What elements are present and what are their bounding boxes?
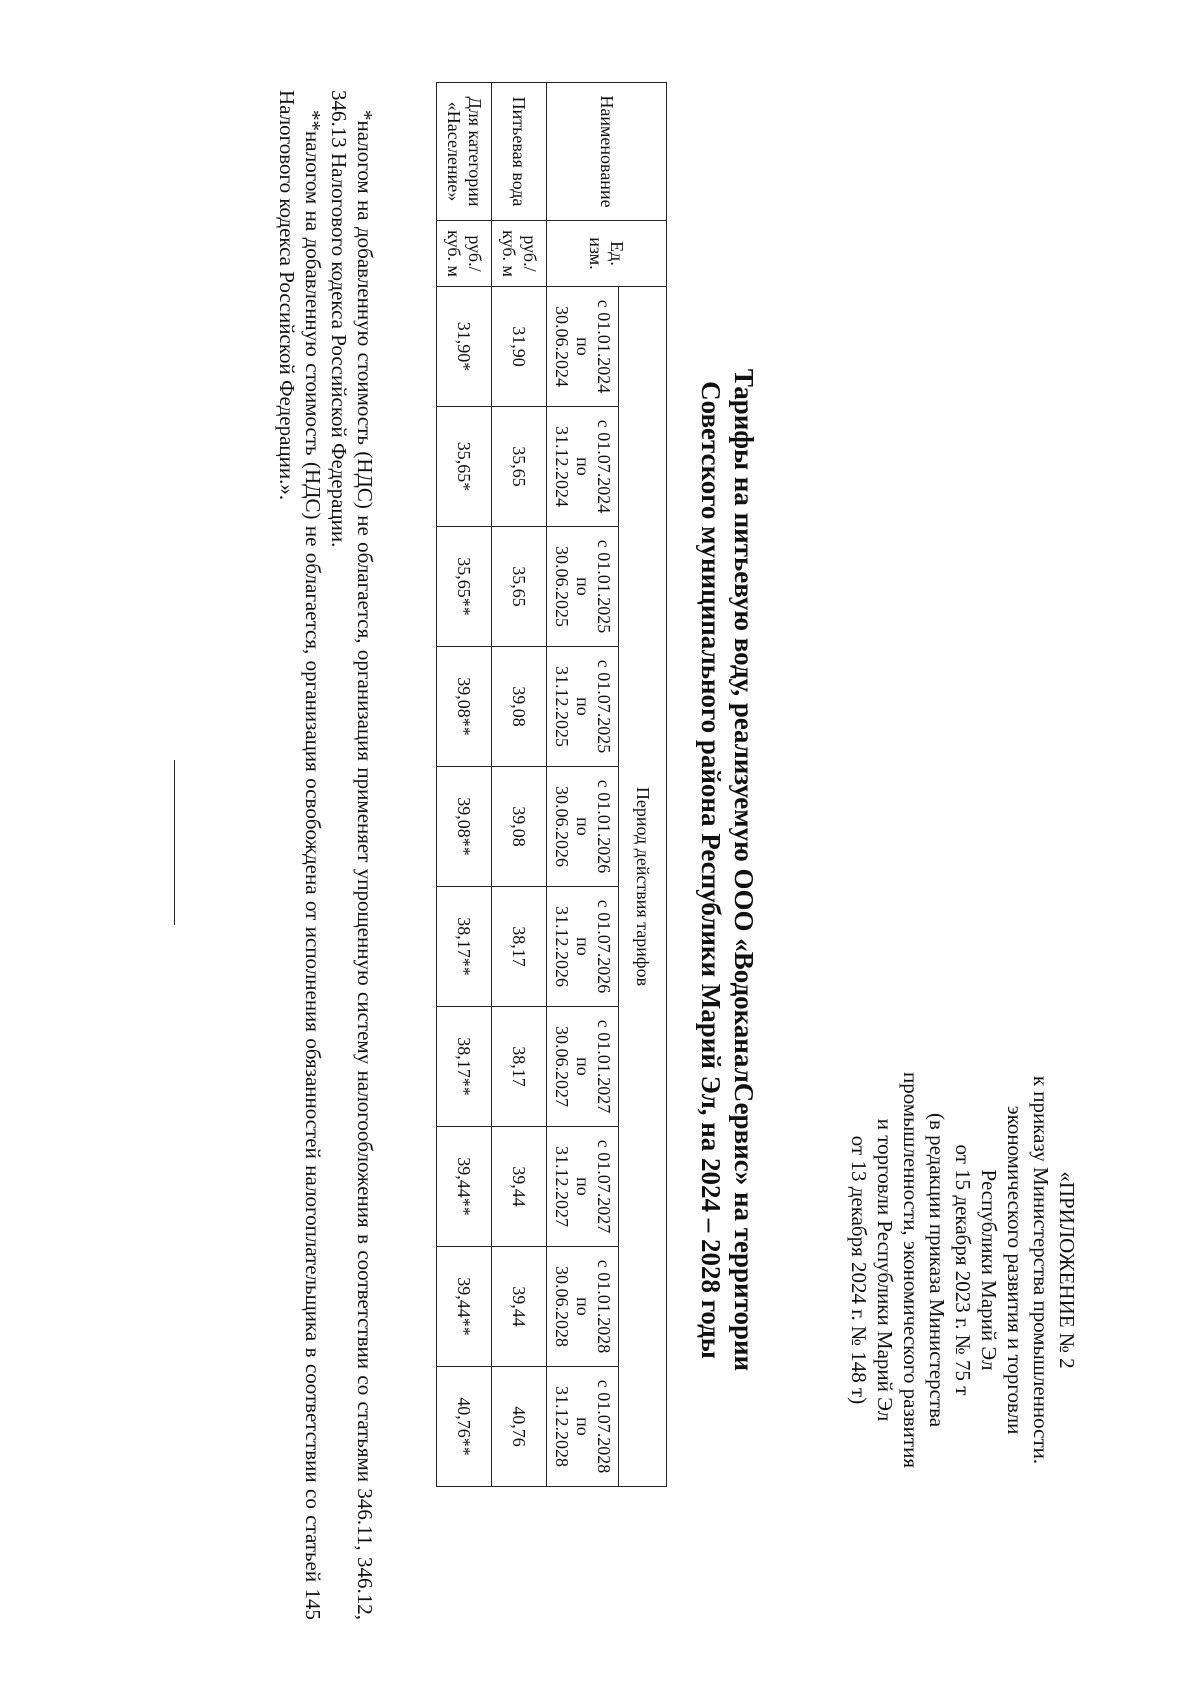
period-from: с 01.01.2026: [594, 779, 614, 874]
period-from: с 01.01.2024: [594, 299, 614, 394]
period-mid: по: [573, 1417, 593, 1436]
row-unit: [437, 221, 492, 287]
header-period: [547, 1367, 619, 1487]
tariffs-table: [436, 82, 667, 1487]
appendix-line: «ПРИЛОЖЕНИЕ № 2: [1055, 1171, 1079, 1369]
title-line-2: Советского муниципального района Республики Марий Эл, на 2024 – 2028 годы: [696, 381, 726, 1359]
appendix-line: к приказу Министерства промышленности.: [1029, 1075, 1053, 1465]
row-unit: [492, 221, 547, 287]
document-title: [694, 130, 760, 1610]
period-to: 30.06.2027: [552, 1026, 572, 1107]
tariff-cell: 39,44**: [437, 1127, 492, 1247]
tariff-cell: 40,76: [492, 1367, 547, 1487]
tariff-cell: 31,90: [492, 287, 547, 407]
tariff-cell: 39,08: [492, 647, 547, 767]
header-period: [547, 527, 619, 647]
period-to: 30.06.2026: [552, 786, 572, 867]
name-line: «Население»: [444, 101, 464, 202]
appendix-line: промышленности, экономического развития: [899, 1071, 923, 1468]
period-to: 30.06.2028: [552, 1266, 572, 1347]
header-period: [547, 887, 619, 1007]
appendix-line: экономического развития и торговли: [1003, 1105, 1027, 1435]
tariff-cell: 39,08: [492, 767, 547, 887]
period-from: с 01.01.2028: [594, 1259, 614, 1354]
period-from: с 01.07.2025: [594, 659, 614, 754]
period-from: с 01.07.2024: [594, 419, 614, 514]
period-mid: по: [573, 1177, 593, 1196]
header-name: Наименование: [547, 83, 667, 221]
table-row: [492, 83, 547, 1487]
period-from: с 01.01.2027: [594, 1019, 614, 1114]
tariff-cell: 39,08**: [437, 647, 492, 767]
table-row: [437, 83, 492, 1487]
header-period: [547, 767, 619, 887]
tariff-cell: 35,65: [492, 527, 547, 647]
appendix-line: Республики Марий Эл: [977, 1169, 1001, 1371]
header-period: [547, 1127, 619, 1247]
period-to: 31.12.2024: [552, 426, 572, 507]
period-from: с 01.07.2028: [594, 1379, 614, 1474]
period-mid: по: [573, 337, 593, 356]
period-mid: по: [573, 817, 593, 836]
header-period: [547, 1247, 619, 1367]
header-period: [547, 287, 619, 407]
header-unit: Ед. изм.: [547, 221, 667, 287]
tariff-cell: 39,44**: [437, 1247, 492, 1367]
tariff-cell: 35,65: [492, 407, 547, 527]
header-period: [547, 407, 619, 527]
period-from: с 01.01.2025: [594, 539, 614, 634]
name-line: Для категории: [465, 96, 485, 207]
period-mid: по: [573, 1297, 593, 1316]
footnote-1: *налогом на добавленную стоимость (НДС) не облагается, организация применяет упрощенную систему налогообложения в соответствии со статьями 346.11, 346.12, 346.13 Налогового кодекса Российской Федерации.: [327, 90, 377, 1620]
tariff-cell: 40,76**: [437, 1367, 492, 1487]
header-period: [547, 647, 619, 767]
tariff-cell: 39,08**: [437, 767, 492, 887]
header-period: [547, 1007, 619, 1127]
unit-line: куб. м: [499, 230, 519, 277]
period-to: 31.12.2028: [552, 1386, 572, 1467]
period-to: 30.06.2024: [552, 306, 572, 387]
title-line-1: Тарифы на питьевую воду, реализуемую ООО «ВодоканалСервис» на территории: [729, 368, 759, 1372]
period-mid: по: [573, 457, 593, 476]
tariff-cell: 38,17: [492, 1007, 547, 1127]
period-to: 31.12.2026: [552, 906, 572, 987]
appendix-line: (в редакции приказа Министерства: [925, 1112, 949, 1428]
footnote-2: **налогом на добавленную стоимость (НДС) не облагается, организация освобождена от исполнения обязанностей налогоплательщика в соответствии со статьей 145 Налогового кодекса Российской Федерации.».: [275, 90, 325, 1620]
tariff-cell: 38,17**: [437, 887, 492, 1007]
unit-line: руб./: [520, 235, 540, 272]
period-mid: по: [573, 1057, 593, 1076]
header-period-group: Период действия тарифов: [619, 287, 667, 1487]
closing-separator-line: [174, 760, 175, 925]
unit-line: руб./: [465, 235, 485, 272]
tariff-cell: 31,90*: [437, 287, 492, 407]
footnotes: [274, 90, 378, 1620]
tariff-cell: 39,44: [492, 1247, 547, 1367]
period-to: 31.12.2027: [552, 1146, 572, 1227]
tariff-cell: 39,44: [492, 1127, 547, 1247]
tariff-cell: 35,65*: [437, 407, 492, 527]
period-mid: по: [573, 577, 593, 596]
period-to: 31.12.2025: [552, 666, 572, 747]
row-name: Питьевая вода: [492, 83, 547, 221]
row-name: [437, 83, 492, 221]
period-mid: по: [573, 697, 593, 716]
period-mid: по: [573, 937, 593, 956]
appendix-line: от 13 декабря 2024 г. № 148 т): [847, 1135, 871, 1405]
appendix-header: [846, 1010, 1080, 1530]
appendix-line: от 15 декабря 2023 г. № 75 т: [951, 1144, 975, 1396]
period-from: с 01.07.2026: [594, 899, 614, 994]
tariff-cell: 38,17**: [437, 1007, 492, 1127]
unit-line: куб. м: [444, 230, 464, 277]
period-from: с 01.07.2027: [594, 1139, 614, 1234]
tariff-cell: 38,17: [492, 887, 547, 1007]
tariff-cell: 35,65**: [437, 527, 492, 647]
appendix-line: и торговли Республики Марий Эл: [873, 1118, 897, 1422]
period-to: 30.06.2025: [552, 546, 572, 627]
